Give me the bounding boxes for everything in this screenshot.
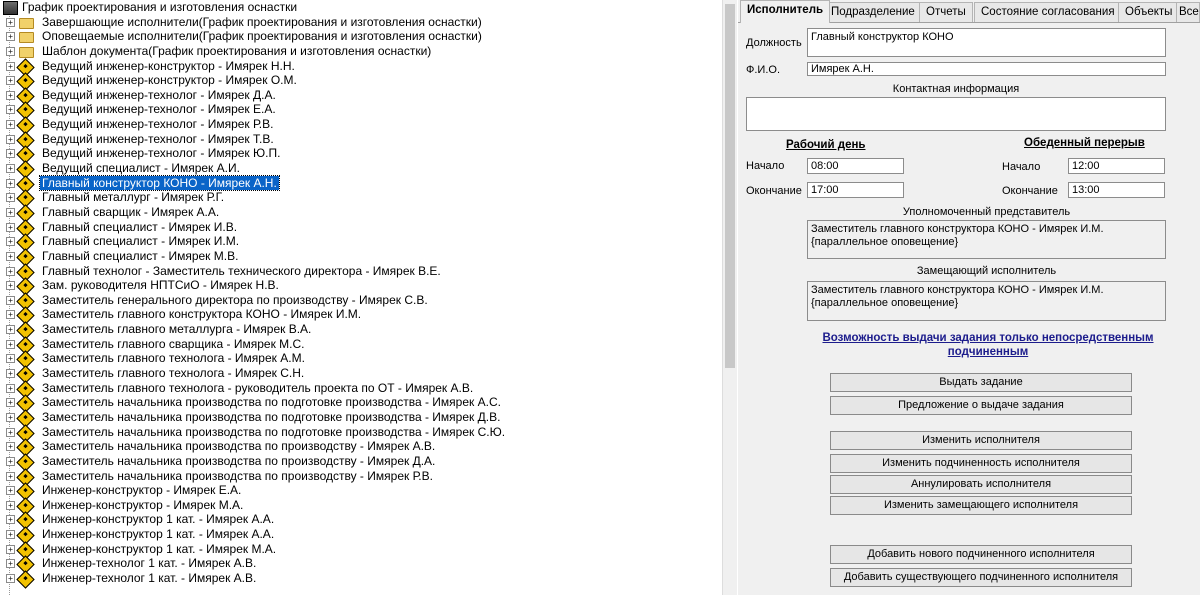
work-end-label: Окончание — [746, 185, 802, 197]
performer-label: Ведущий инженер-технолог - Имярек Ю.П. — [42, 146, 281, 161]
expand-toggle-icon[interactable]: + — [6, 164, 15, 173]
work-start-field[interactable]: 08:00 — [807, 158, 904, 174]
cancel-performer-button[interactable]: Аннулировать исполнителя — [830, 475, 1132, 494]
root-schedule-icon — [3, 1, 18, 15]
performer-label: Заместитель начальника производства по производству - Имярек А.В. — [42, 439, 436, 454]
lunch-end-field[interactable]: 13:00 — [1068, 182, 1165, 198]
performer-label: Главный технолог - Заместитель технического директора - Имярек В.Е. — [42, 263, 441, 278]
performer-label: Главный металлург - Имярек Р.Г. — [42, 190, 225, 205]
tree-performer-node[interactable] — [0, 454, 720, 469]
substitute-label: Замещающий исполнитель — [916, 265, 1057, 277]
link-line-2: подчиненным — [947, 346, 1029, 358]
tree-performer-node[interactable] — [0, 88, 720, 103]
contact-info-label: Контактная информация — [892, 83, 1020, 95]
expand-toggle-icon[interactable]: + — [6, 574, 15, 583]
performer-label: Заместитель генерального директора по производству - Имярек С.В. — [42, 292, 428, 307]
tree-root-node[interactable] — [0, 0, 720, 15]
performer-label: Заместитель главного технолога - Имярек С.Н. — [42, 366, 305, 381]
tab-all[interactable]: Все — [1176, 2, 1200, 22]
expand-toggle-icon[interactable]: + — [6, 223, 15, 232]
expand-toggle-icon[interactable]: + — [6, 325, 15, 334]
folder-label: Завершающие исполнители(График проектирования и изготовления оснастки) — [42, 14, 482, 29]
tree-performer-node[interactable] — [0, 249, 720, 264]
tree-performer-node[interactable] — [0, 73, 720, 88]
expand-toggle-icon[interactable]: + — [6, 252, 15, 261]
tab-performer[interactable]: Исполнитель — [740, 0, 830, 23]
tab-approval-status[interactable]: Состояние согласования — [974, 2, 1122, 22]
expand-toggle-icon[interactable]: + — [6, 120, 15, 129]
substitute-field[interactable]: Заместитель главного конструктора КОНО - Имярек И.М. {параллельное оповещение} — [807, 281, 1166, 321]
tree-performer-node[interactable] — [0, 190, 720, 205]
performer-diamond-icon — [16, 570, 34, 588]
lunch-start-field[interactable]: 12:00 — [1068, 158, 1165, 174]
direct-subordinates-only-link[interactable] — [798, 331, 1178, 359]
tab-strip — [738, 0, 1200, 23]
representative-field[interactable]: Заместитель главного конструктора КОНО - Имярек И.М. {параллельное оповещение} — [807, 220, 1166, 259]
tree-performer-node[interactable] — [0, 307, 720, 322]
folder-icon — [19, 47, 34, 58]
expand-toggle-icon[interactable]: + — [6, 18, 15, 27]
tree-performer-node[interactable] — [0, 469, 720, 484]
expand-toggle-icon[interactable]: + — [6, 208, 15, 217]
performer-label: Зам. руководителя НПТСиО - Имярек Н.В. — [42, 278, 279, 293]
tree-root-label: График проектирования и изготовления оснастки — [22, 0, 298, 14]
expand-toggle-icon[interactable]: + — [6, 62, 15, 71]
change-subordination-button[interactable]: Изменить подчиненность исполнителя — [830, 454, 1132, 473]
expand-toggle-icon[interactable]: + — [6, 47, 15, 56]
tree-performer-node[interactable] — [0, 264, 720, 279]
tree-performer-node[interactable] — [0, 483, 720, 498]
expand-toggle-icon[interactable]: + — [6, 559, 15, 568]
tree-performer-node[interactable] — [0, 556, 720, 571]
expand-toggle-icon[interactable]: + — [6, 281, 15, 290]
contact-info-field[interactable] — [746, 97, 1166, 131]
tree-performer-node[interactable] — [0, 366, 720, 381]
expand-toggle-icon[interactable]: + — [6, 442, 15, 451]
add-new-subordinate-button[interactable]: Добавить нового подчиненного исполнителя — [830, 545, 1132, 564]
expand-toggle-icon[interactable]: + — [6, 296, 15, 305]
tree-performer-node[interactable] — [0, 351, 720, 366]
folder-label: Шаблон документа(График проектирования и изготовления оснастки) — [42, 43, 432, 58]
expand-toggle-icon[interactable]: + — [6, 76, 15, 85]
tree-performer-node[interactable] — [0, 512, 720, 527]
performer-label: Заместитель начальника производства по подготовке производства - Имярек А.С. — [42, 395, 501, 410]
performer-label: Ведущий инженер-технолог - Имярек Д.А. — [42, 87, 276, 102]
position-field[interactable]: Главный конструктор КОНО — [807, 28, 1166, 57]
performer-label: Инженер-конструктор - Имярек М.А. — [42, 497, 244, 512]
tree-scrollbar-thumb[interactable] — [725, 4, 735, 368]
add-existing-subordinate-button[interactable]: Добавить существующего подчиненного исполнителя — [830, 568, 1132, 587]
performer-label: Заместитель главного сварщика - Имярек М.С. — [42, 336, 305, 351]
lunch-start-label: Начало — [1002, 161, 1041, 173]
performer-label: Ведущий инженер-конструктор - Имярек Н.Н. — [42, 58, 295, 73]
change-performer-button[interactable]: Изменить исполнителя — [830, 431, 1132, 450]
tree-performer-node[interactable] — [0, 117, 720, 132]
performer-label: Заместитель начальника производства по подготовке производства - Имярек Д.В. — [42, 409, 501, 424]
performer-label: Заместитель главного технолога - руководитель проекта по ОТ - Имярек А.В. — [42, 380, 474, 395]
expand-toggle-icon[interactable]: + — [6, 91, 15, 100]
performer-label: Главный специалист - Имярек М.В. — [42, 248, 239, 263]
tree-performer-node[interactable] — [0, 337, 720, 352]
performer-label: Главный специалист - Имярек И.М. — [42, 234, 240, 249]
tree-performer-node[interactable] — [0, 439, 720, 454]
propose-task-button[interactable]: Предложение о выдаче задания — [830, 396, 1132, 415]
tree-performer-node[interactable] — [0, 102, 720, 117]
expand-toggle-icon[interactable]: + — [6, 530, 15, 539]
work-start-label: Начало — [746, 160, 785, 172]
change-substitute-button[interactable]: Изменить замещающего исполнителя — [830, 496, 1132, 515]
expand-toggle-icon[interactable]: + — [6, 105, 15, 114]
tree-performer-node[interactable] — [0, 146, 720, 161]
tab-objects[interactable]: Объекты — [1118, 2, 1179, 22]
issue-task-button[interactable]: Выдать задание — [830, 373, 1132, 392]
performer-label: Инженер-технолог 1 кат. - Имярек А.В. — [42, 556, 257, 571]
tree-performer-node[interactable] — [0, 59, 720, 74]
tree-performer-node[interactable] — [0, 176, 720, 191]
work-end-field[interactable]: 17:00 — [807, 182, 904, 198]
tree-performer-node[interactable] — [0, 425, 720, 440]
tree-performer-node[interactable] — [0, 220, 720, 235]
performer-label: Главный конструктор КОНО - Имярек А.Н. — [42, 175, 277, 190]
expand-toggle-icon[interactable]: + — [6, 354, 15, 363]
expand-toggle-icon[interactable]: + — [6, 545, 15, 554]
lunch-heading: Обеденный перерыв — [1024, 137, 1145, 149]
expand-toggle-icon[interactable]: + — [6, 237, 15, 246]
link-line-1: Возможность выдачи задания только непосредственным — [822, 332, 1154, 344]
performer-label: Ведущий инженер-конструктор - Имярек О.М. — [42, 73, 297, 88]
folder-label: Оповещаемые исполнители(График проектирования и изготовления оснастки) — [42, 29, 482, 44]
expand-toggle-icon[interactable]: + — [6, 472, 15, 481]
performer-details-panel — [738, 0, 1200, 595]
tree-folder-node[interactable] — [0, 29, 720, 44]
expand-toggle-icon[interactable]: + — [6, 501, 15, 510]
expand-toggle-icon[interactable]: + — [6, 340, 15, 349]
performer-label: Заместитель начальника производства по подготовке производства - Имярек С.Ю. — [42, 424, 506, 439]
performer-label: Заместитель главного конструктора КОНО - Имярек И.М. — [42, 307, 362, 322]
performer-label: Ведущий инженер-технолог - Имярек Е.А. — [42, 102, 276, 117]
tree-performer-node[interactable] — [0, 278, 720, 293]
expand-toggle-icon[interactable]: + — [6, 135, 15, 144]
performer-label: Главный специалист - Имярек И.В. — [42, 219, 238, 234]
performer-label: Заместитель начальника производства по производству - Имярек Р.В. — [42, 468, 433, 483]
tree-performer-node[interactable] — [0, 410, 720, 425]
expand-toggle-icon[interactable]: + — [6, 515, 15, 524]
tree-performer-node[interactable] — [0, 395, 720, 410]
performer-label: Заместитель главного металлурга - Имярек В.А. — [42, 322, 312, 337]
tree-performer-node[interactable] — [0, 132, 720, 147]
tree-performer-node[interactable] — [0, 498, 720, 513]
folder-icon — [19, 18, 34, 29]
expand-toggle-icon[interactable]: + — [6, 413, 15, 422]
performer-label: Инженер-технолог 1 кат. - Имярек А.В. — [42, 570, 257, 585]
tree-performer-node[interactable] — [0, 381, 720, 396]
folder-icon — [19, 32, 34, 43]
expand-toggle-icon[interactable]: + — [6, 486, 15, 495]
expand-toggle-icon[interactable]: + — [6, 179, 15, 188]
performer-label: Инженер-конструктор 1 кат. - Имярек А.А. — [42, 527, 275, 542]
performer-label: Инженер-конструктор 1 кат. - Имярек М.А. — [42, 541, 277, 556]
expand-toggle-icon[interactable]: + — [6, 310, 15, 319]
fio-label: Ф.И.О. — [746, 64, 780, 76]
tree-performer-node[interactable] — [0, 205, 720, 220]
tree-performer-node[interactable] — [0, 293, 720, 308]
position-label: Должность — [746, 37, 802, 49]
expand-toggle-icon[interactable]: + — [6, 457, 15, 466]
workday-heading: Рабочий день — [786, 139, 866, 151]
tree-performer-node[interactable] — [0, 542, 720, 557]
expand-toggle-icon[interactable]: + — [6, 267, 15, 276]
performer-label: Ведущий специалист - Имярек А.И. — [42, 161, 240, 176]
performer-label: Заместитель главного технолога - Имярек А.М. — [42, 351, 305, 366]
expand-toggle-icon[interactable]: + — [6, 428, 15, 437]
performer-label: Инженер-конструктор 1 кат. - Имярек А.А. — [42, 512, 275, 527]
expand-toggle-icon[interactable]: + — [6, 32, 15, 41]
tree-folder-node[interactable] — [0, 44, 720, 59]
tree-folder-node[interactable] — [0, 15, 720, 30]
lunch-end-label: Окончание — [1002, 185, 1058, 197]
tree-performer-node[interactable] — [0, 527, 720, 542]
expand-toggle-icon[interactable]: + — [6, 369, 15, 378]
expand-toggle-icon[interactable]: + — [6, 384, 15, 393]
performer-label: Заместитель начальника производства по производству - Имярек Д.А. — [42, 453, 436, 468]
representative-label: Уполномоченный представитель — [902, 206, 1071, 218]
performer-label: Ведущий инженер-технолог - Имярек Р.В. — [42, 117, 274, 132]
performer-label: Ведущий инженер-технолог - Имярек Т.В. — [42, 131, 274, 146]
performer-label: Инженер-конструктор - Имярек Е.А. — [42, 483, 242, 498]
fio-field[interactable]: Имярек А.Н. — [807, 62, 1166, 76]
tree-performer-node[interactable] — [0, 322, 720, 337]
tree-performer-node[interactable] — [0, 234, 720, 249]
tab-reports[interactable]: Отчеты — [919, 2, 973, 22]
performer-label: Главный сварщик - Имярек А.А. — [42, 204, 220, 219]
expand-toggle-icon[interactable]: + — [6, 398, 15, 407]
tree-performer-node[interactable] — [0, 571, 720, 586]
tree-scrollbar[interactable] — [722, 0, 737, 595]
tab-department[interactable]: Подразделение — [824, 2, 922, 22]
expand-toggle-icon[interactable]: + — [6, 149, 15, 158]
expand-toggle-icon[interactable]: + — [6, 193, 15, 202]
tree-performer-node[interactable] — [0, 161, 720, 176]
